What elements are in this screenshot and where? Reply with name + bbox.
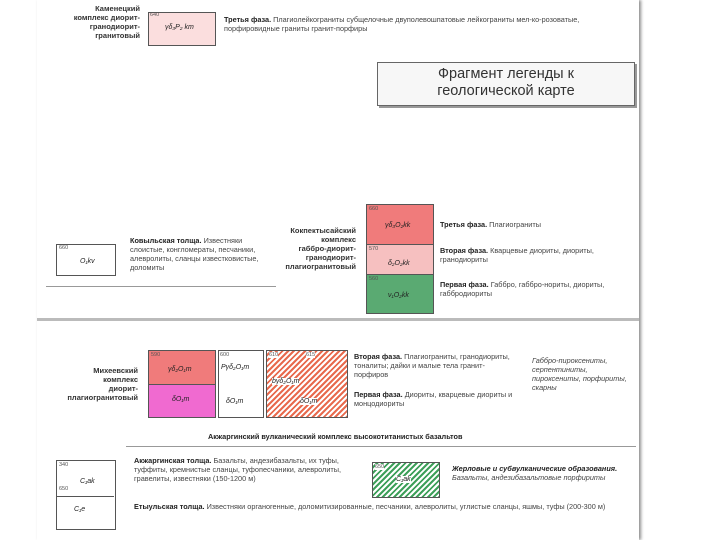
mid-left-formula: O₁kv [80,258,95,265]
mid-phase1-code: 560 [369,276,379,282]
mid-suite-desc: Ковыльская толща. Известняки слоистые, конгломераты, песчаники, алевролиты, сланцы известковистые, доломиты [130,236,259,272]
bottom-hatch-code: 650 [375,464,385,470]
low-side-desc: Габбро-пироксениты, серпентиниты, пироксениты, порфириты, скарны [532,356,627,392]
low-mid-box [218,350,264,418]
bottom-suite1-desc: Акжаргинская толща. Базальты, андезибазальты, их туфы, туффиты, кремнистые сланцы, туфопесчаники, алевролиты, гравелиты, известняки (150-1200 м) [134,456,342,483]
low-hatch-code2: 615 [306,352,316,358]
mid-phase2-desc: Вторая фаза. Кварцевые диориты, диориты, гранодиориты [440,246,594,264]
mid-phase1-formula: ν₁O₂kk [388,292,409,299]
low-phase2-desc: Вторая фаза. Плагиограниты, гранодиориты, тоналиты; дайки и малые тела гранит-порфиров [354,352,510,379]
low-complex-label: Михеевский комплекс диорит- плагиогранитовый [67,366,138,402]
low-code-b: 600 [220,352,230,358]
top-complex-label: Каменецкий комплекс диорит- гранодиорит- гранитовый [73,4,140,40]
low-hatch-code1: 610 [269,352,279,358]
bottom-suite2-desc: Етыульская толща. Известняки органогенные, доломитизированные, песчаники, алевролиты, углистые сланцы, яшмы, туфы (200-300 м) [134,502,606,511]
low-formula-mag: δO₁m [172,396,190,403]
mid-phase1-desc: Первая фаза. Габбро, габбро-нориты, диориты, габбродиориты [440,280,605,298]
mid-phase3-code: 660 [369,206,379,212]
bottom-formula1: C₁ak [80,478,95,485]
bottom-code2: 650 [59,486,69,492]
low-volcanic-bracket [126,446,636,447]
low-hatch-formula2: δO₁m [300,398,318,405]
low-hatch-formula1: bγδ₂O₁m [272,378,300,385]
mid-phase2-code: 570 [369,246,379,252]
low-code-a: 590 [151,352,161,358]
bottom-hatch-formula: C₁ak [396,476,411,483]
top-phase-desc: Третья фаза. Плагиолейкограниты субщелочные двуполевошпатовые лейкограниты мел-ко-розоватые, порфировидные граниты гранит-порфиры [224,15,580,33]
low-phase1-desc: Первая фаза. Диориты, кварцевые диориты и монцодиориты [354,390,513,408]
bottom-code1: 340 [59,462,69,468]
bottom-formula2: C₁e [74,506,86,513]
mid-left-code: 660 [59,245,69,251]
low-formula-mid1: Pγδ₂O₁m [221,364,250,371]
low-formula-red: γδ₂O₁m [168,366,192,373]
bottom-dyke-desc: Жерловые и субвулканические образования. Базальты, андезибазальтовые порфириты [452,464,618,482]
top-formula: γδ₃P₂ km [165,24,194,31]
bottom-suite-divider [56,496,114,497]
low-volcanic-header: Акжаргинский вулканический комплекс высокотитанистых базальтов [208,432,463,441]
legend-title-line1: Фрагмент легенды к [438,66,574,82]
mid-phase3-desc: Третья фаза. Плагиограниты [440,220,541,229]
mid-phase3-formula: γδ₃O₂kk [385,222,411,229]
bottom-suite-box [56,460,116,530]
section-divider [37,318,639,321]
top-code: 640 [150,12,160,18]
legend-title-box [377,62,635,106]
low-formula-mid2: δO₁m [226,398,244,405]
mid-complex-label: Кокпектысайский комплекс габбро-диорит- гранодиорит- плагиогранитовый [285,226,356,271]
legend-title-line2: геологической карте [437,83,575,99]
mid-phase2-formula: δ₂O₂kk [388,260,410,267]
mid-left-bracket [46,286,276,287]
